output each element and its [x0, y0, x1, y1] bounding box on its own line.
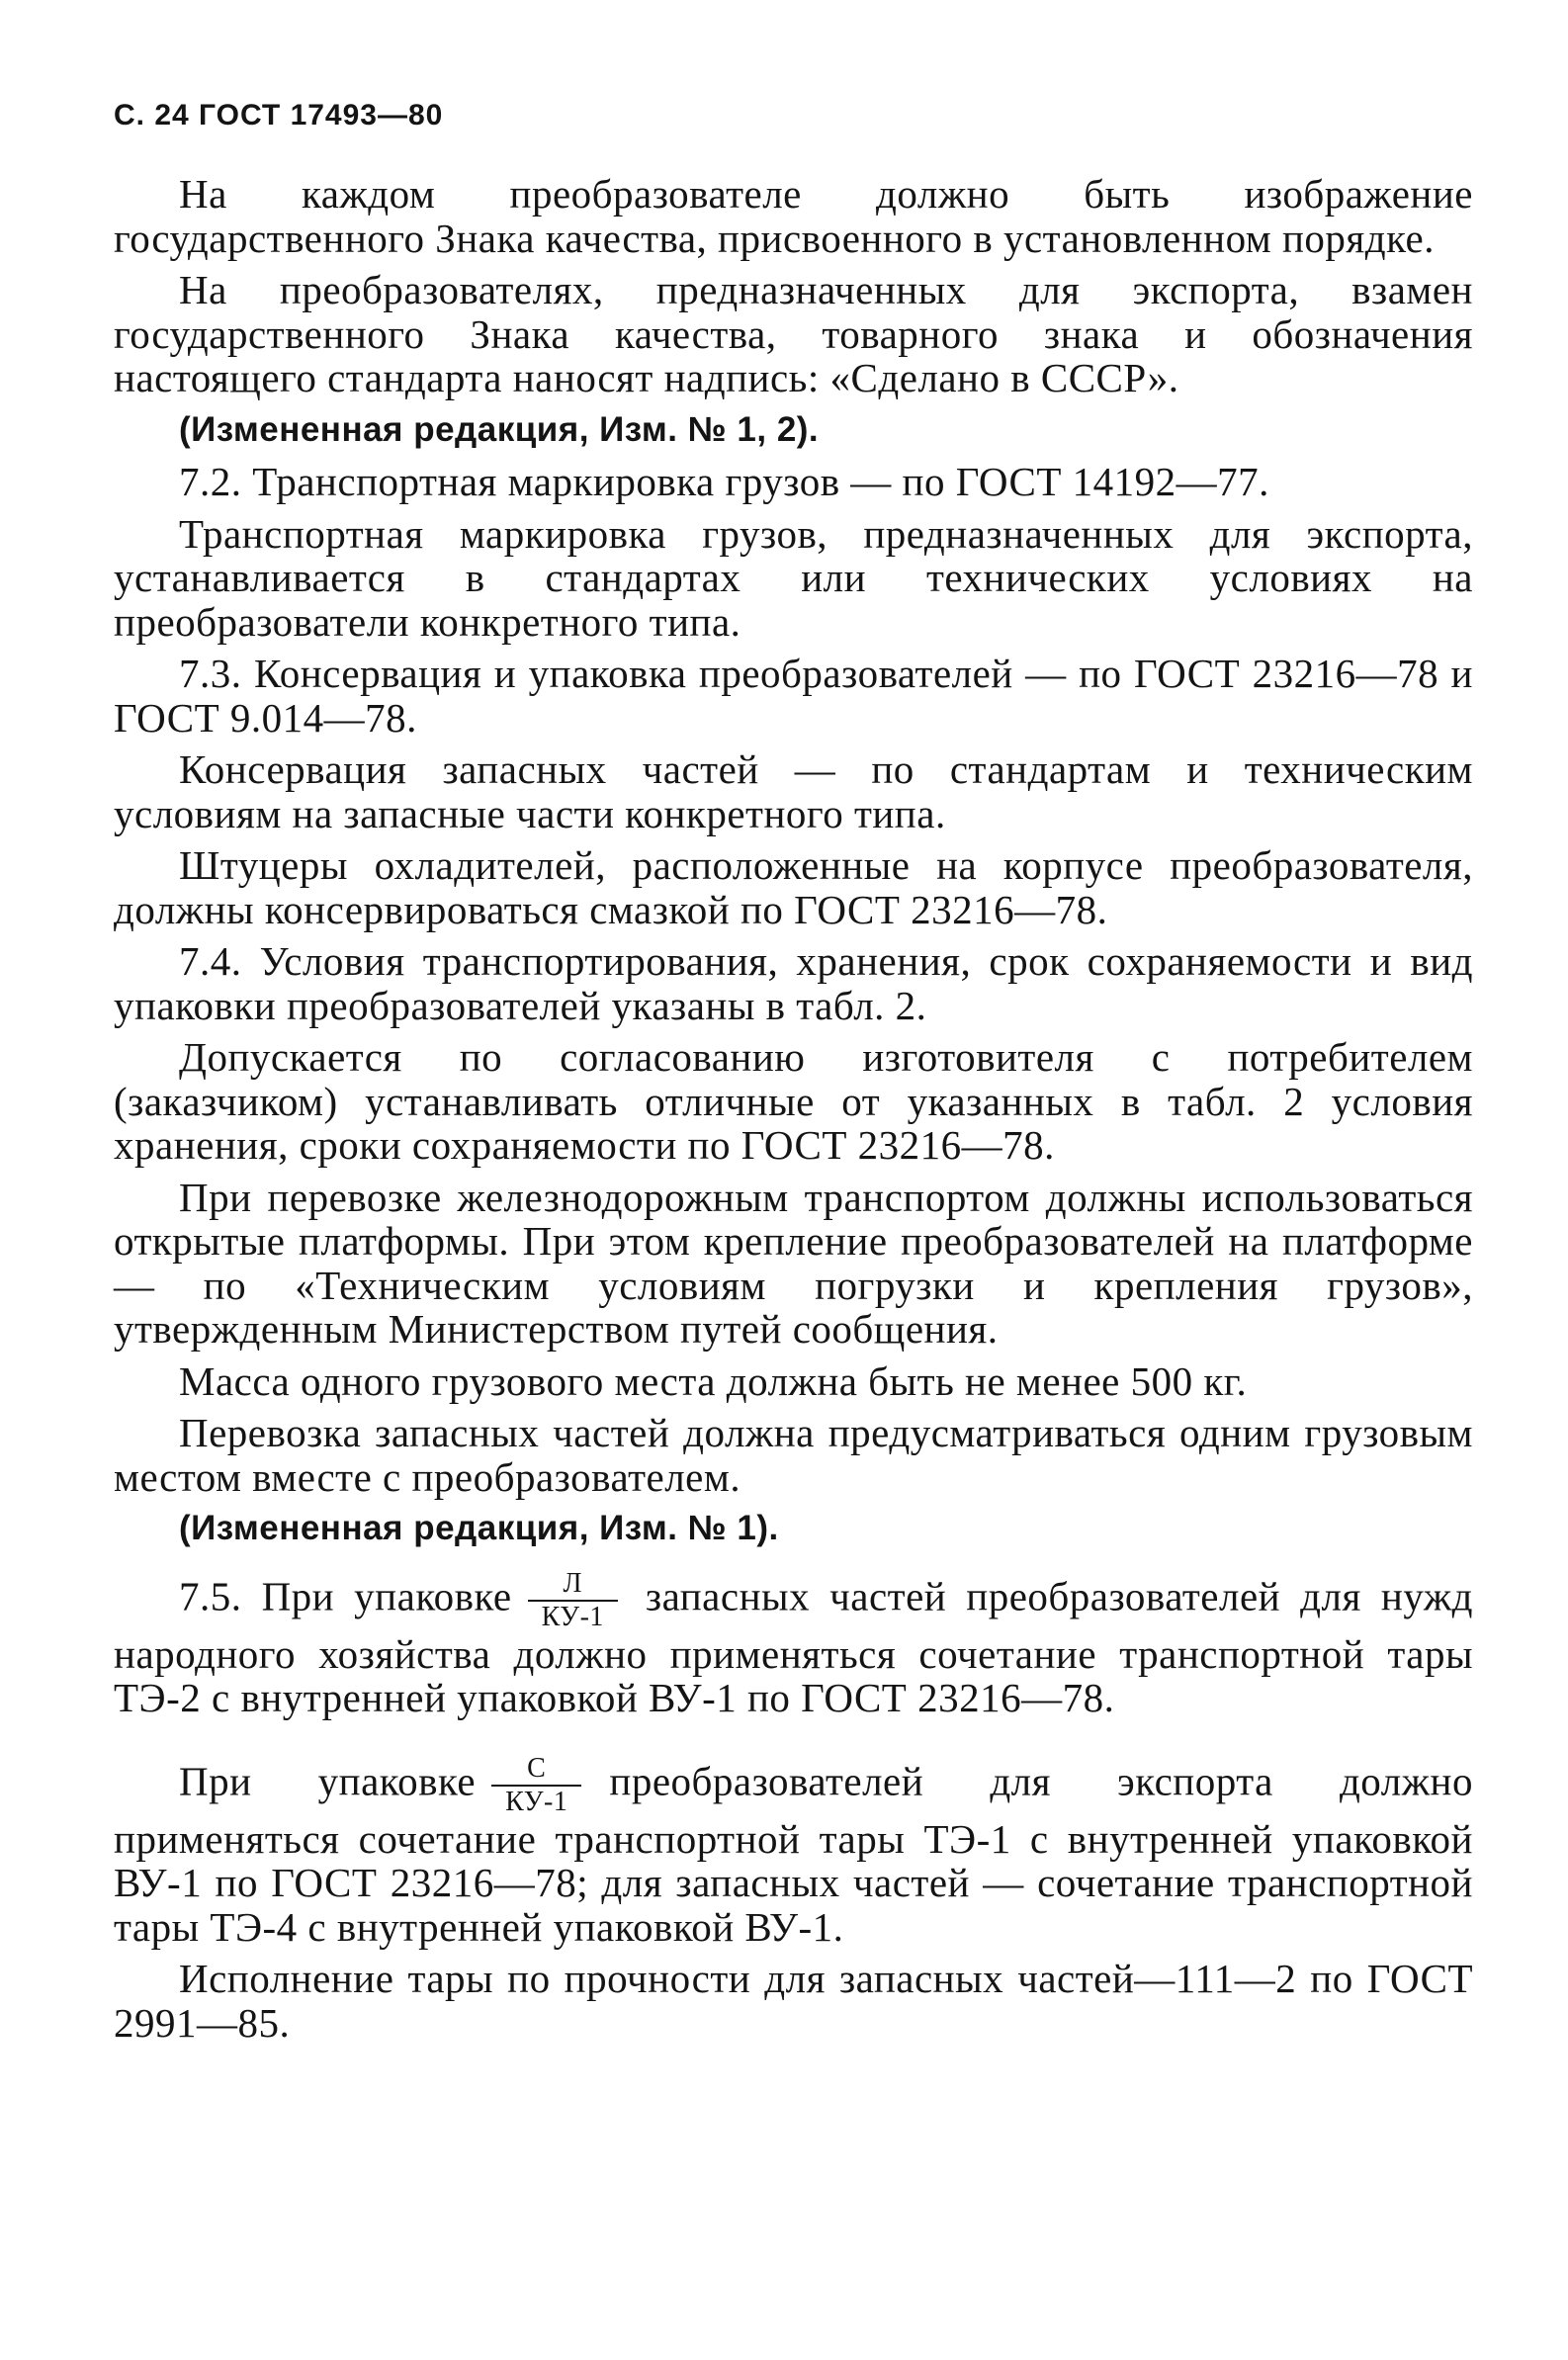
paragraph-container-strength: Исполнение тары по прочности для запасных частей—111—2 по ГОСТ 2991—85.: [114, 1956, 1473, 2046]
paragraph-export-marking: На преобразователях, предназначенных для экспорта, взамен государственного Знака качества, товарного знака и обозначения настоящего стандарта наносят надпись: «Сделано в СССР».: [114, 267, 1473, 400]
page-header: С. 24 ГОСТ 17493—80: [114, 99, 444, 131]
packaging-fraction-s: [491, 1754, 581, 1817]
paragraph-spare-parts-conservation: Консервация запасных частей — по стандартам и техническим условиям на запасные части конкретного типа.: [114, 746, 1473, 836]
export-packaging-rest: преобразователей для экспорта должно применяться сочетание транспортной тары ТЭ-1 с внутренней упаковкой ВУ-1 по ГОСТ 23216—78; для запасных частей — сочетание транспортной тары ТЭ-4 с внутренней упаковкой ВУ-1.: [114, 1757, 1473, 1950]
paragraph-cooler-fittings: Штуцеры охладителей, расположенные на корпусе преобразователя, должны консервироваться смазкой по ГОСТ 23216—78.: [114, 842, 1473, 932]
fraction-denominator: КУ-1: [505, 1786, 568, 1817]
amendment-note: (Измененная редакция, Изм. № 1, 2).: [179, 409, 820, 449]
paragraph-cargo-mass: Масса одного грузового места должна быть не менее 500 кг.: [179, 1357, 1248, 1404]
fraction-numerator: С: [491, 1754, 581, 1787]
clause-7-5: [114, 1569, 1473, 1720]
clause-7-2: 7.2. Транспортная маркировка грузов — по ГОСТ 14192—77.: [179, 459, 1269, 504]
amendment-note-2: (Измененная редакция, Изм. № 1).: [179, 1509, 779, 1547]
clause-7-5-lead: 7.5. При упаковке: [179, 1572, 512, 1618]
fraction-denominator: КУ-1: [541, 1601, 604, 1632]
paragraph-storage-agreement: Допускается по согласованию изготовителя с потребителем (заказчиком) устанавливать отличные от указанных в табл. 2 условия хранения, сроки сохраняемости по ГОСТ 23216—78.: [114, 1034, 1473, 1168]
export-packaging-lead: При упаковке: [179, 1757, 477, 1803]
clause-7-4: 7.4. Условия транспортирования, хранения, срок сохраняемости и вид упаковки преобразователей указаны в табл. 2.: [114, 938, 1473, 1028]
paragraph-export-packaging: [114, 1754, 1473, 1950]
packaging-fraction-l: [528, 1569, 618, 1632]
paragraph-railway-transport: При перевозке железнодорожным транспортом должны использоваться открытые платформы. При этом крепление преобразователей на платформе — по «Техническим условиям погрузки и крепления грузов», утвержденным Министерством путей сообщения.: [114, 1174, 1473, 1352]
fraction-numerator: Л: [528, 1569, 618, 1602]
document-page: [114, 99, 1473, 2053]
paragraph-quality-mark: На каждом преобразователе должно быть изображение государственного Знака качества, присвоенного в установленном порядке.: [114, 171, 1473, 261]
paragraph-spare-parts-transport: Перевозка запасных частей должна предусматриваться одним грузовым местом вместе с преобразователем.: [114, 1410, 1473, 1500]
paragraph-export-transport-marking: Транспортная маркировка грузов, предназначенных для экспорта, устанавливается в стандартах или технических условиях на преобразователи конкретного типа.: [114, 510, 1473, 645]
clause-7-5-rest: запасных частей преобразователей для нужд народного хозяйства должно применяться сочетание транспортной тары ТЭ-2 с внутренней упаковкой ВУ-1 по ГОСТ 23216—78.: [114, 1572, 1474, 1720]
clause-7-3: 7.3. Консервация и упаковка преобразователей — по ГОСТ 23216—78 и ГОСТ 9.014—78.: [114, 651, 1473, 741]
